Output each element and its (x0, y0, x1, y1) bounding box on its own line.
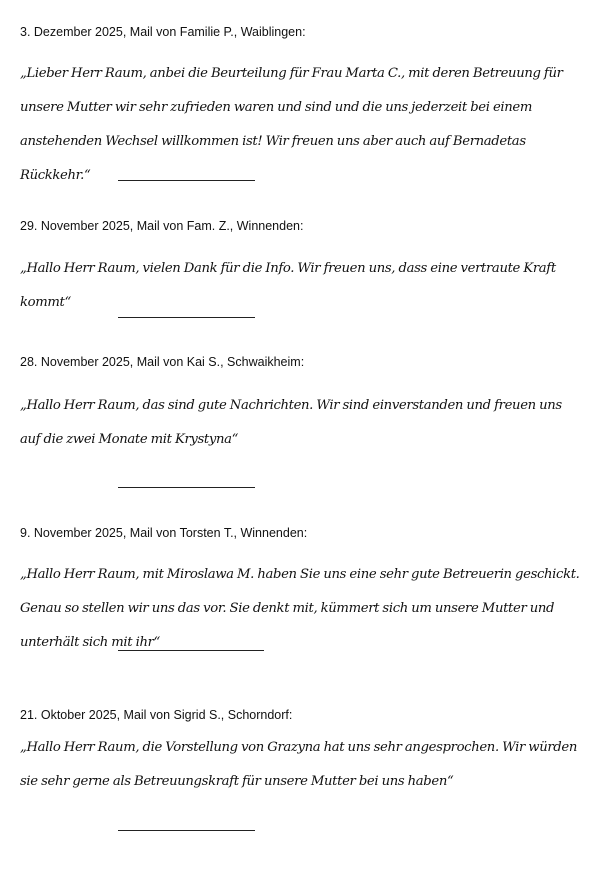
entry-heading: 21. Oktober 2025, Mail von Sigrid S., Schorndorf: (20, 708, 293, 722)
entry-quote: „Lieber Herr Raum, anbei die Beurteilung für Frau Marta C., mit deren Betreuung für unsere Mutter wir sehr zufrieden waren und sind und die uns jederzeit bei einem anstehenden Wechsel willkommen ist! Wir freuen uns aber auch auf Bernadetas Rückkehr.“ (20, 66, 563, 183)
entry-quote: „Hallo Herr Raum, mit Miroslawa M. haben Sie uns eine sehr gute Betreuerin geschickt. Genau so stellen wir uns das vor. Sie denkt mit, kümmert sich um unsere Mutter und unterhält sich mit ihr“ (20, 567, 580, 650)
divider-line (118, 487, 255, 488)
entry-quote: „Hallo Herr Raum, das sind gute Nachrichten. Wir sind einverstanden und freuen uns auf die zwei Monate mit Krystyna“ (20, 398, 562, 447)
entry-quote: „Hallo Herr Raum, vielen Dank für die Info. Wir freuen uns, dass eine vertraute Kraft kommt“ (20, 261, 556, 310)
divider-line (118, 830, 255, 831)
entry-heading: 3. Dezember 2025, Mail von Familie P., Waiblingen: (20, 25, 306, 39)
entry-heading: 9. November 2025, Mail von Torsten T., Winnenden: (20, 526, 308, 540)
entry-heading: 28. November 2025, Mail von Kai S., Schwaikheim: (20, 355, 305, 369)
divider-line (118, 317, 255, 318)
divider-line (118, 180, 255, 181)
divider-line (118, 650, 264, 651)
entry-heading: 29. November 2025, Mail von Fam. Z., Winnenden: (20, 219, 304, 233)
entry-quote: „Hallo Herr Raum, die Vorstellung von Grazyna hat uns sehr angesprochen. Wir würden sie sehr gerne als Betreuungskraft für unsere Mutter bei uns haben“ (20, 740, 577, 789)
